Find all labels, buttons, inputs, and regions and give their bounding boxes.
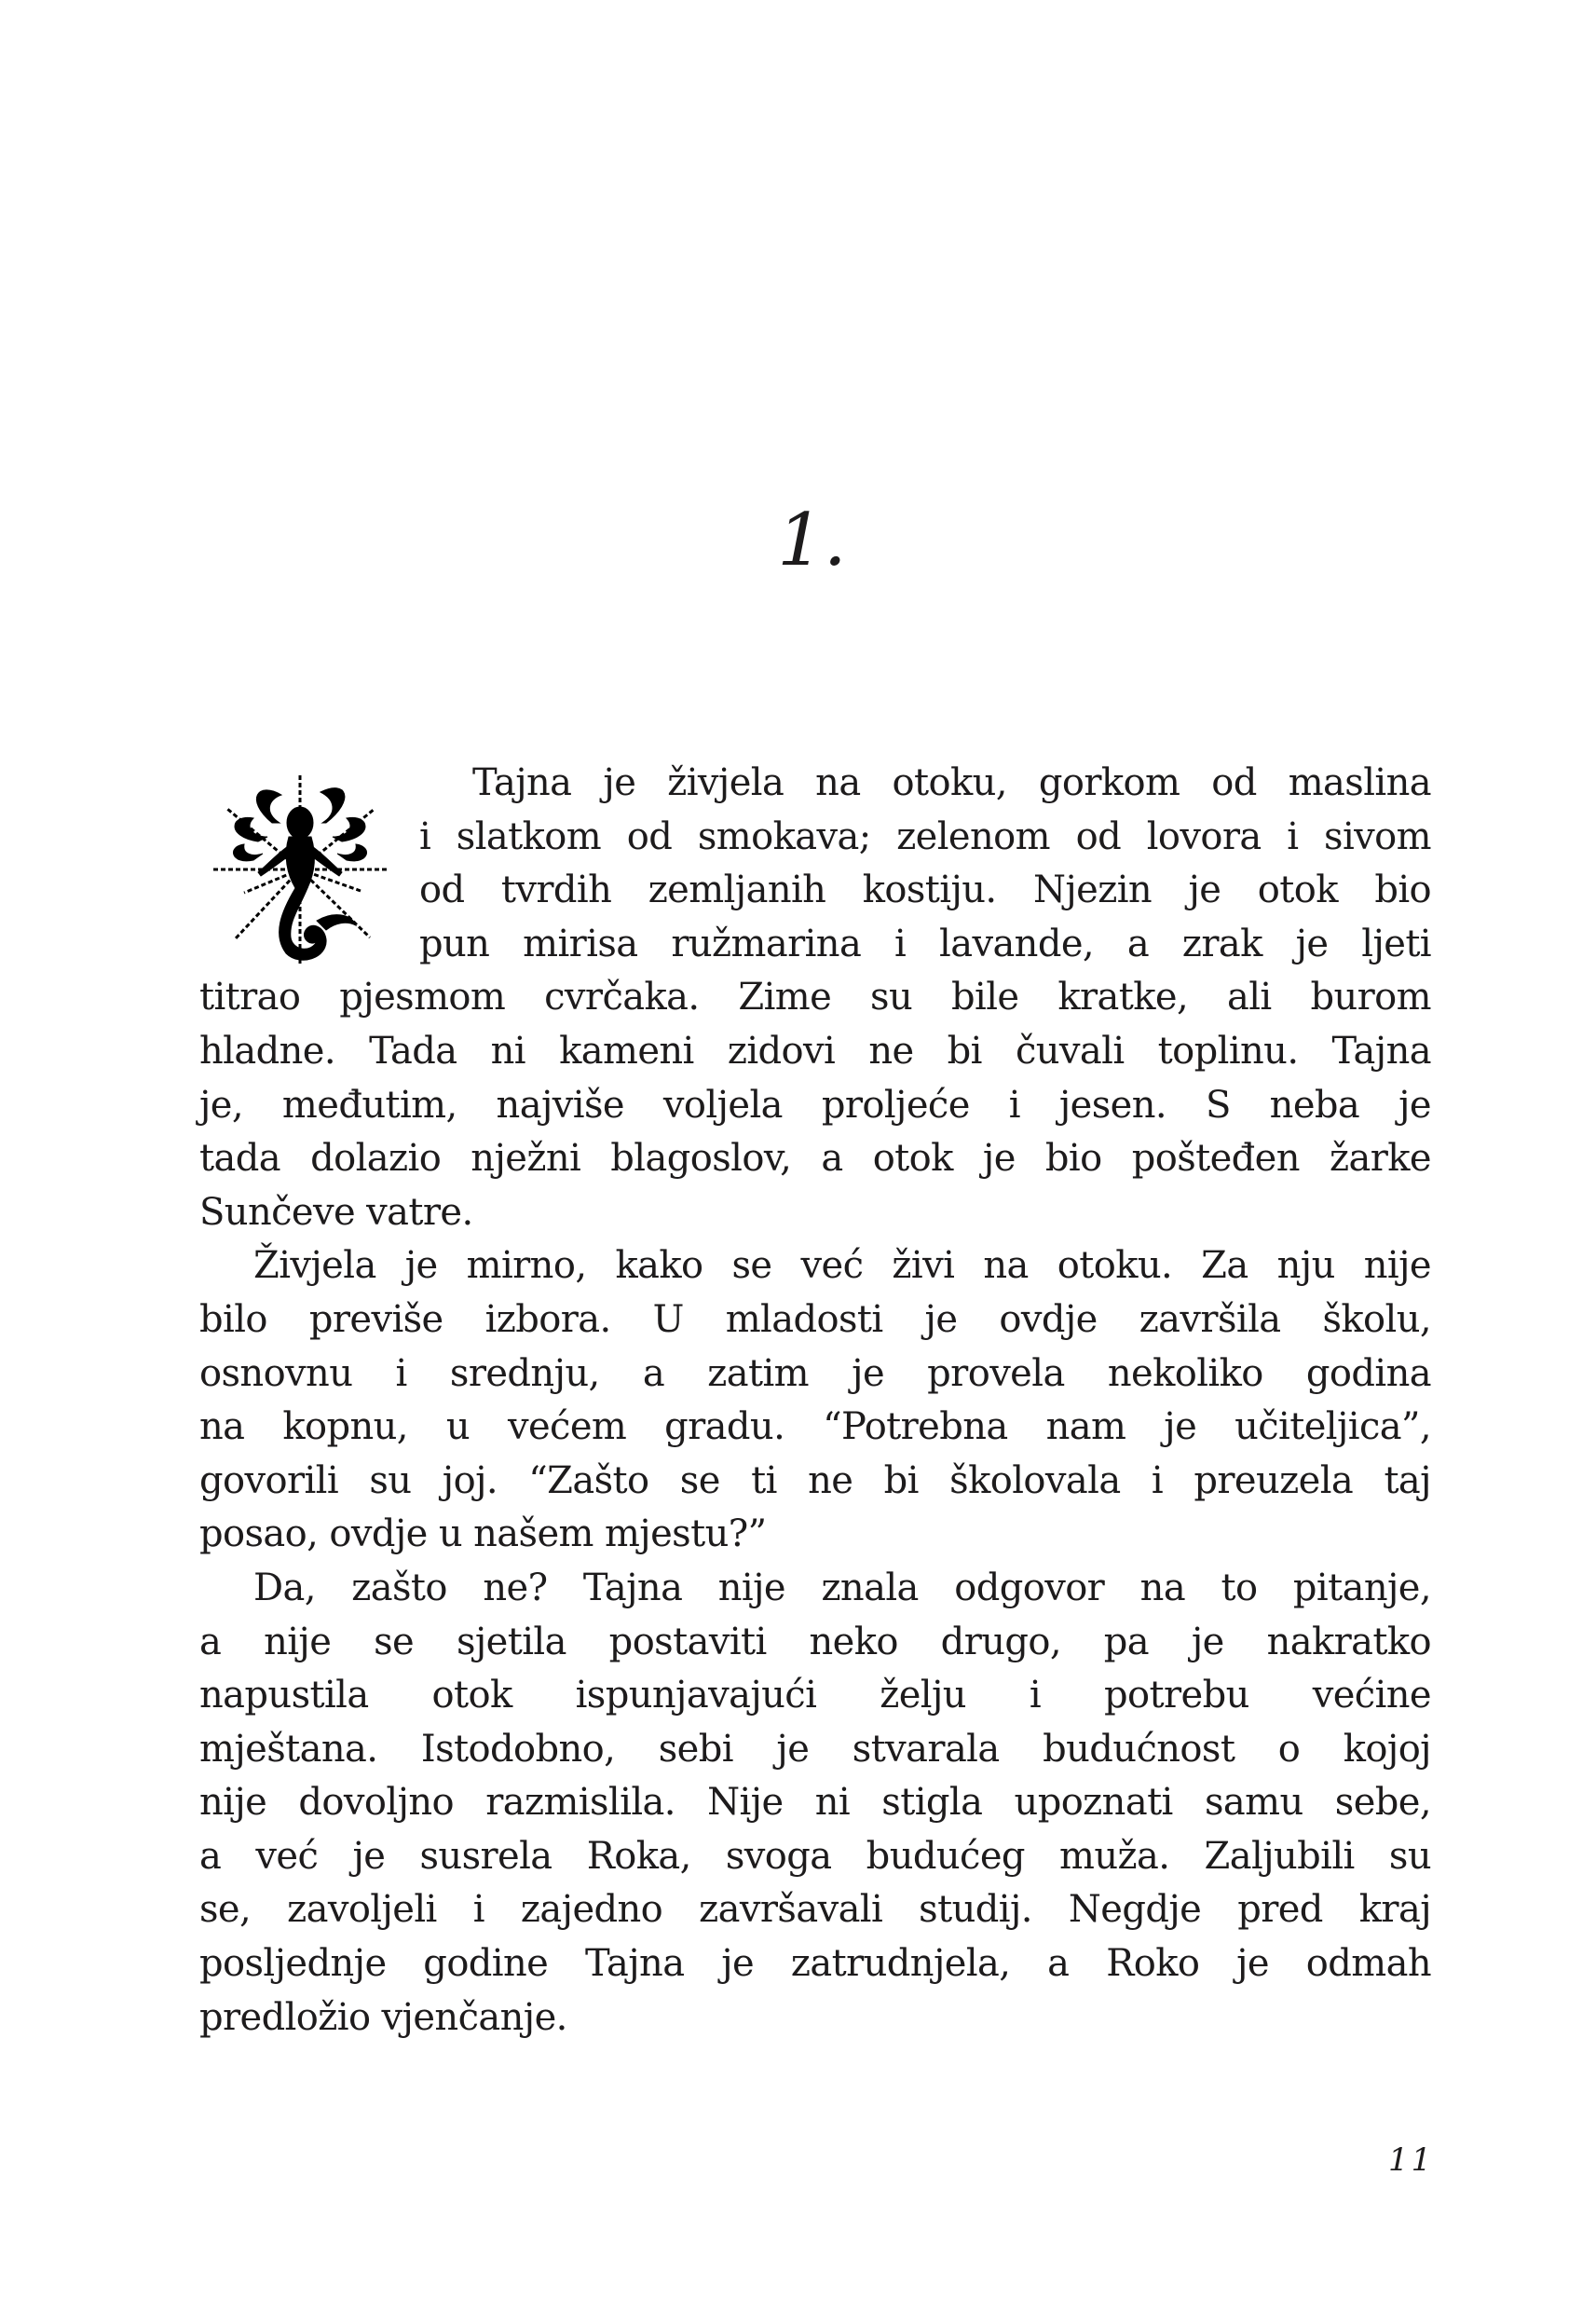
text-line: Da, zašto ne? Tajna nije znala odgovor na to pitanje, xyxy=(253,1566,1431,1609)
text-line: bilo previše izbora. U mladosti je ovdje završila školu, xyxy=(199,1297,1431,1341)
text-line: Sunčeve vatre. xyxy=(199,1190,473,1234)
text-line: tada dolazio nježni blagoslov, a otok je bio pošteđen žarke xyxy=(199,1137,1431,1181)
text-line: na kopnu, u većem gradu. “Potrebna nam je učiteljica”, xyxy=(199,1405,1431,1449)
text-line: govorili su joj. “Zašto se ti ne bi školovala i preuzela taj xyxy=(199,1458,1431,1502)
text-line: posao, ovdje u našem mjestu?” xyxy=(199,1512,767,1556)
chapter-body xyxy=(199,757,1431,2045)
text-line: mještana. Istodobno, sebi je stvarala budućnost o kojoj xyxy=(199,1727,1431,1771)
paragraph xyxy=(199,1562,1431,2045)
text-line: predložio vjenčanje. xyxy=(199,1995,567,2039)
paragraph xyxy=(199,757,1431,1239)
text-line: nije dovoljno razmislila. Nije ni stigla upoznati samu sebe, xyxy=(199,1781,1431,1825)
paragraph xyxy=(199,1239,1431,1562)
text-line: napustila otok ispunjavajući želju i potrebu većine xyxy=(199,1674,1431,1717)
page-number: 11 xyxy=(1388,2141,1435,2179)
text-line: od tvrdih zemljanih kostiju. Njezin je otok bio xyxy=(419,869,1431,912)
text-line: a nije se sjetila postaviti neko drugo, pa je nakratko xyxy=(199,1620,1431,1663)
text-line: se, zavoljeli i zajedno završavali studij. Negdje pred kraj xyxy=(199,1888,1431,1932)
text-line: Živjela je mirno, kako se već živi na otoku. Za nju nije xyxy=(253,1244,1431,1288)
chapter-number: 1. xyxy=(777,499,847,582)
text-line: a već je susrela Roka, svoga budućeg muža. Zaljubili su xyxy=(199,1834,1431,1878)
text-line: hladne. Tada ni kameni zidovi ne bi čuvali toplinu. Tajna xyxy=(199,1029,1431,1073)
text-line: i slatkom od smokava; zelenom od lovora i sivom xyxy=(419,814,1431,858)
text-line: posljednje godine Tajna je zatrudnjela, a Roko je odmah xyxy=(199,1942,1431,1986)
text-line: titrao pjesmom cvrčaka. Zime su bile kratke, ali burom xyxy=(199,976,1431,1019)
text-line: Tajna je živjela na otoku, gorkom od maslina xyxy=(472,761,1431,804)
text-line: osnovnu i srednju, a zatim je provela nekoliko godina xyxy=(199,1351,1431,1395)
text-line: je, međutim, najviše voljela proljeće i jesen. S neba je xyxy=(199,1083,1431,1127)
text-line: pun mirisa ružmarina i lavande, a zrak je ljeti xyxy=(419,922,1431,965)
